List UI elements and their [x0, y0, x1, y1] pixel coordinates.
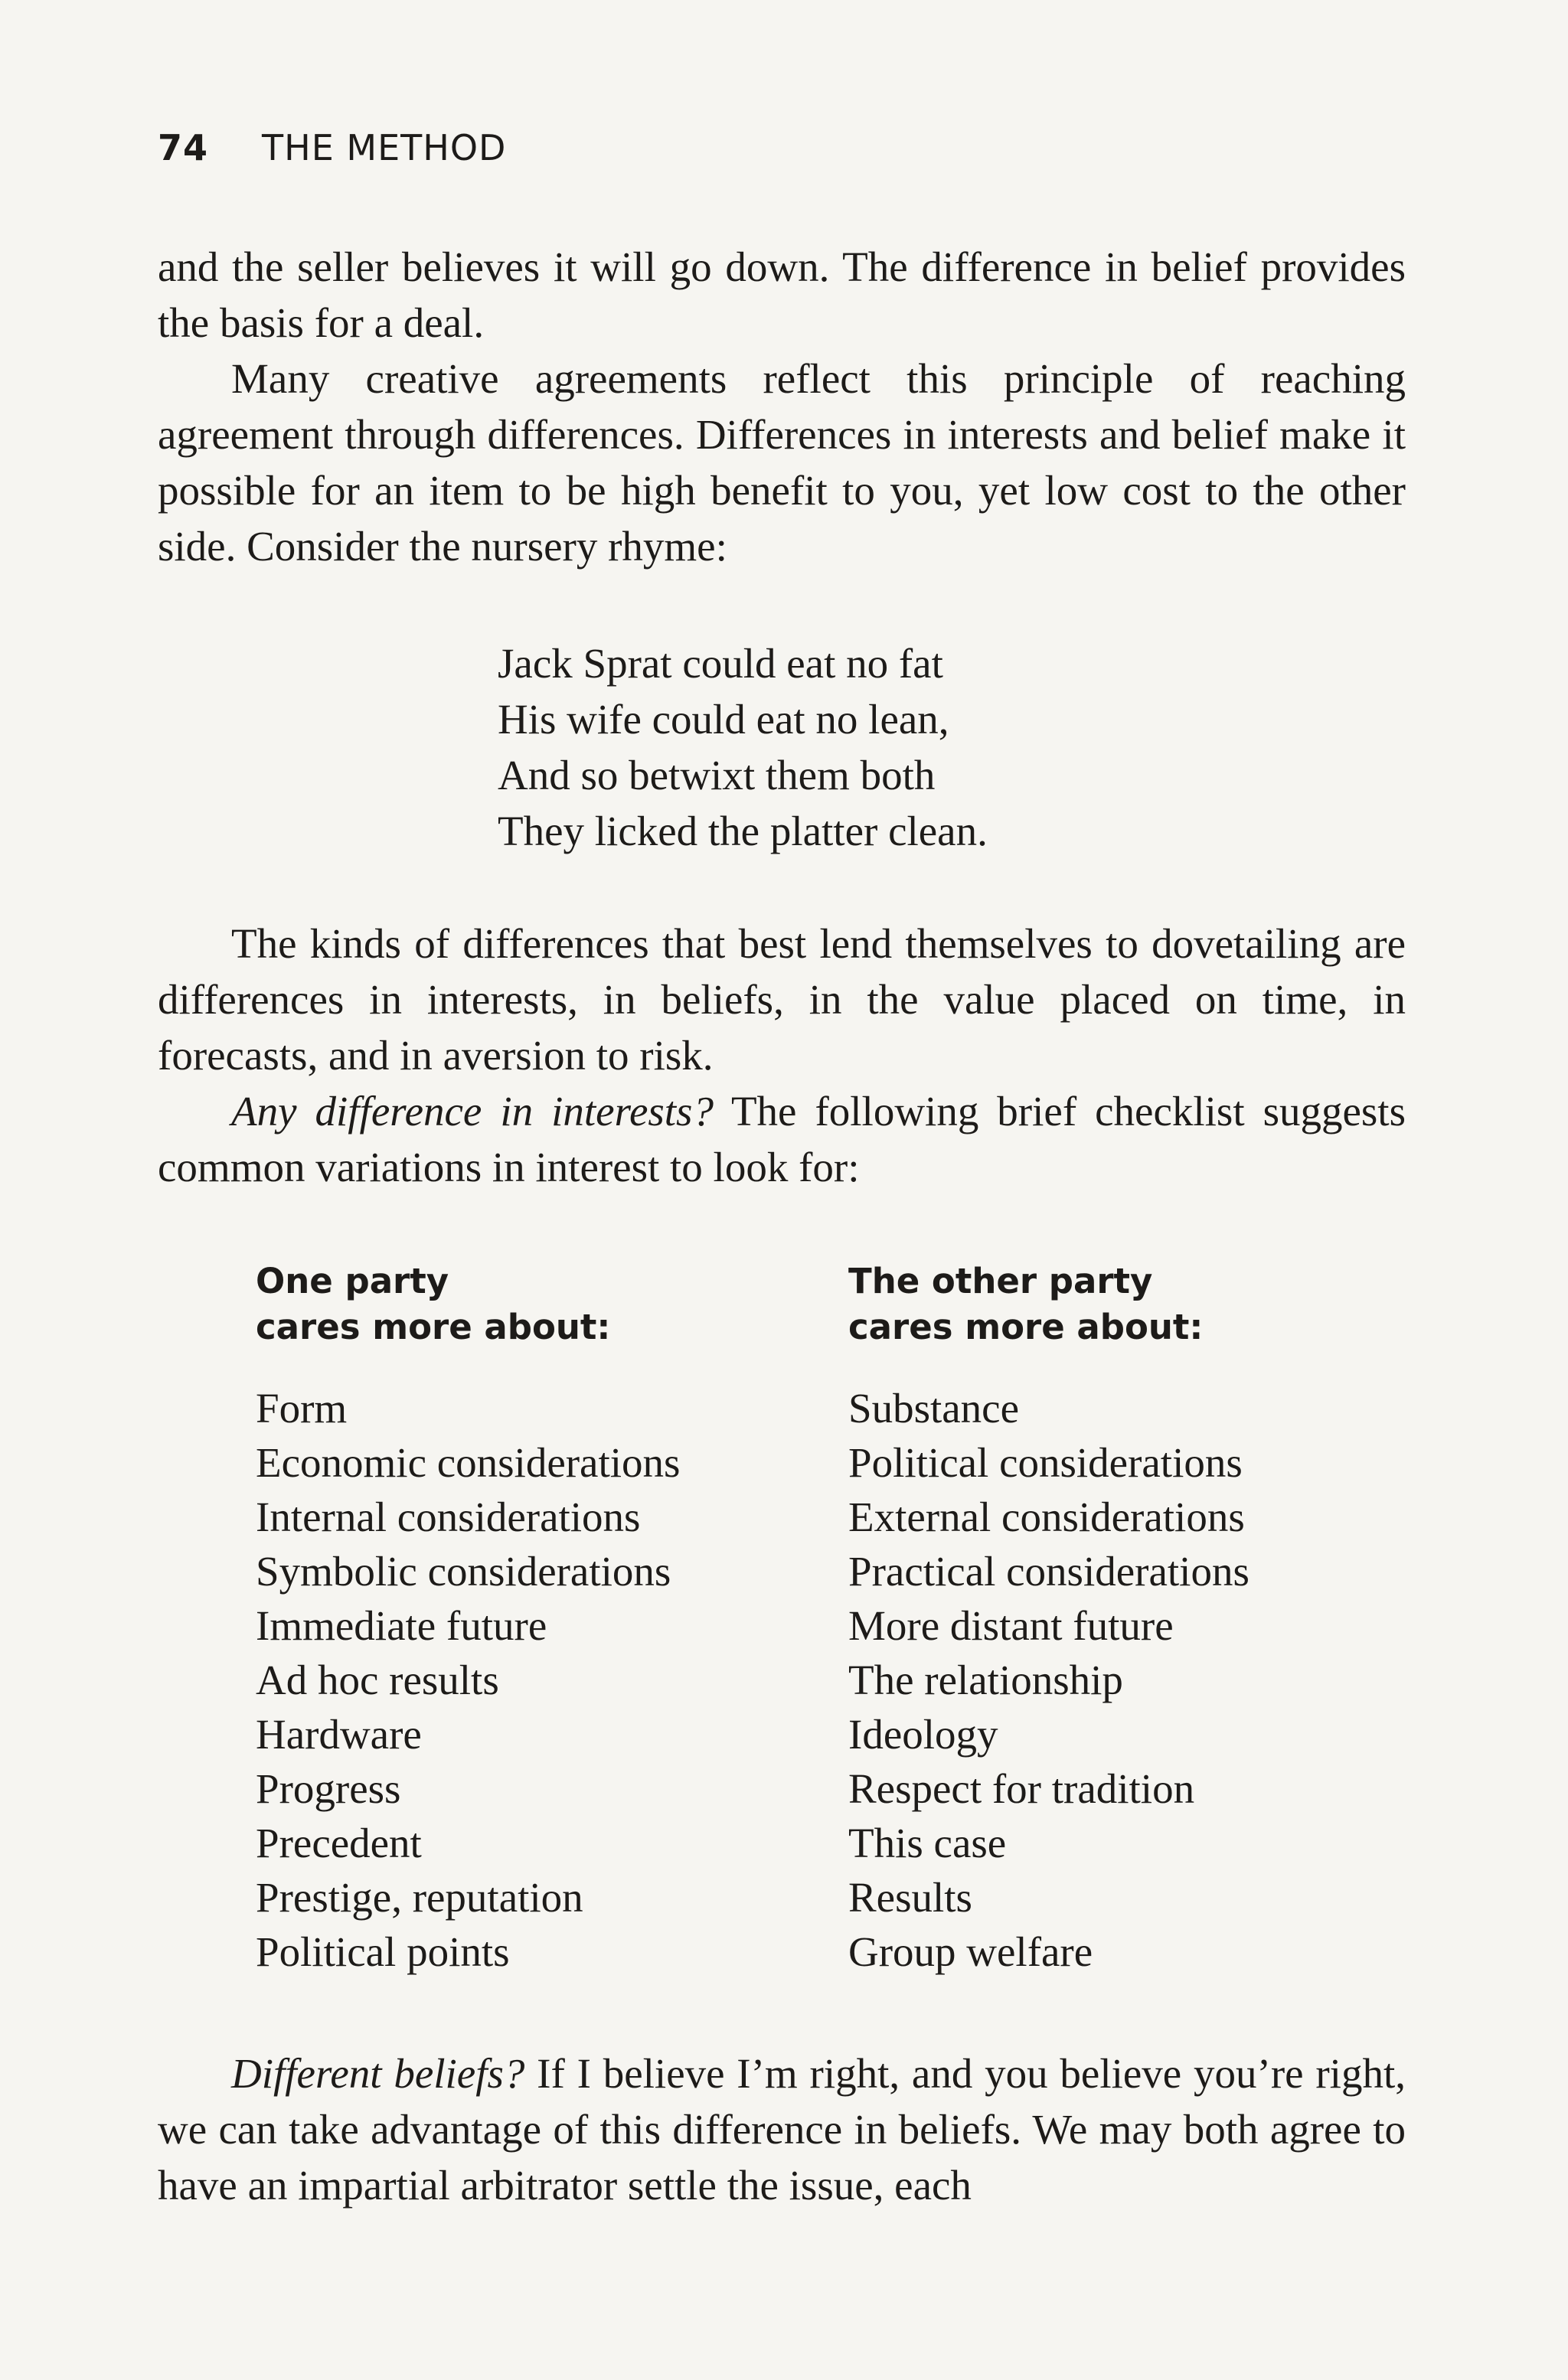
list-item: Symbolic considerations — [256, 1548, 671, 1595]
list-item: Progress — [256, 1765, 401, 1812]
text-block-intro — [158, 239, 1406, 574]
list-item: Results — [848, 1874, 972, 1921]
list-item: Respect for tradition — [848, 1765, 1195, 1812]
rhyme-line: His wife could eat no lean, — [498, 696, 949, 743]
list-item: Form — [256, 1385, 348, 1432]
left-column-heading: One party cares more about: — [256, 1261, 611, 1347]
list-item: The relationship — [848, 1657, 1123, 1703]
text-block-beliefs — [158, 2045, 1406, 2213]
checklist-left-column — [256, 1259, 680, 1979]
paragraph-continued: and the seller believes it will go down. The difference in belief provides the basis for a deal. — [158, 243, 1406, 346]
list-item: Ideology — [848, 1711, 998, 1758]
list-item: This case — [848, 1820, 1007, 1866]
list-item: Economic considerations — [256, 1439, 681, 1486]
nursery-rhyme — [498, 635, 988, 859]
running-head — [158, 127, 506, 168]
list-item: Precedent — [256, 1820, 422, 1866]
text-block-differences — [158, 916, 1406, 1195]
subheading-interests: Any difference in interests? — [231, 1088, 714, 1134]
list-item: Substance — [848, 1385, 1020, 1432]
rhyme-line: They licked the platter clean. — [498, 808, 988, 854]
right-column-list — [848, 1381, 1250, 1979]
list-item: Prestige, reputation — [256, 1874, 583, 1921]
paragraph-kinds-of-differences: The kinds of differences that best lend themselves to dovetailing are differences in interests, in beliefs, in the value placed on time, in forecasts, and in aversion to risk. — [158, 920, 1406, 1079]
paragraph-creative-agreements: Many creative agreements reflect this principle of reaching agreement through differences. Differences in interests and belief make it possible for an item to be high benefit to you, yet low cost to the other side. Consider the nursery rhyme: — [158, 355, 1406, 570]
right-column-heading: The other party cares more about: — [848, 1261, 1204, 1347]
list-item: Practical considerations — [848, 1548, 1250, 1595]
paragraph-interests: Any difference in interests? The following brief checklist suggests common variations in interest to look for: — [158, 1088, 1406, 1190]
list-item: Immediate future — [256, 1602, 547, 1649]
paragraph-beliefs: Different beliefs? If I believe I’m right, and you believe you’re right, we can take advantage of this difference in beliefs. We may both agree to have an impartial arbitrator settle the issue, each — [158, 2050, 1406, 2209]
list-item: Political considerations — [848, 1439, 1243, 1486]
checklist-right-column — [848, 1259, 1250, 1979]
list-item: Hardware — [256, 1711, 422, 1758]
list-item: Group welfare — [848, 1928, 1093, 1975]
list-item: Political points — [256, 1928, 510, 1975]
rhyme-line: Jack Sprat could eat no fat — [498, 640, 943, 687]
list-item: Internal considerations — [256, 1494, 641, 1540]
running-title: THE METHOD — [262, 127, 507, 168]
list-item: Ad hoc results — [256, 1657, 499, 1703]
subheading-beliefs: Different beliefs? — [231, 2050, 525, 2097]
list-item: More distant future — [848, 1602, 1174, 1649]
page-number: 74 — [158, 127, 209, 168]
rhyme-line: And so betwixt them both — [498, 752, 936, 798]
left-column-list — [256, 1381, 680, 1979]
list-item: External considerations — [848, 1494, 1245, 1540]
